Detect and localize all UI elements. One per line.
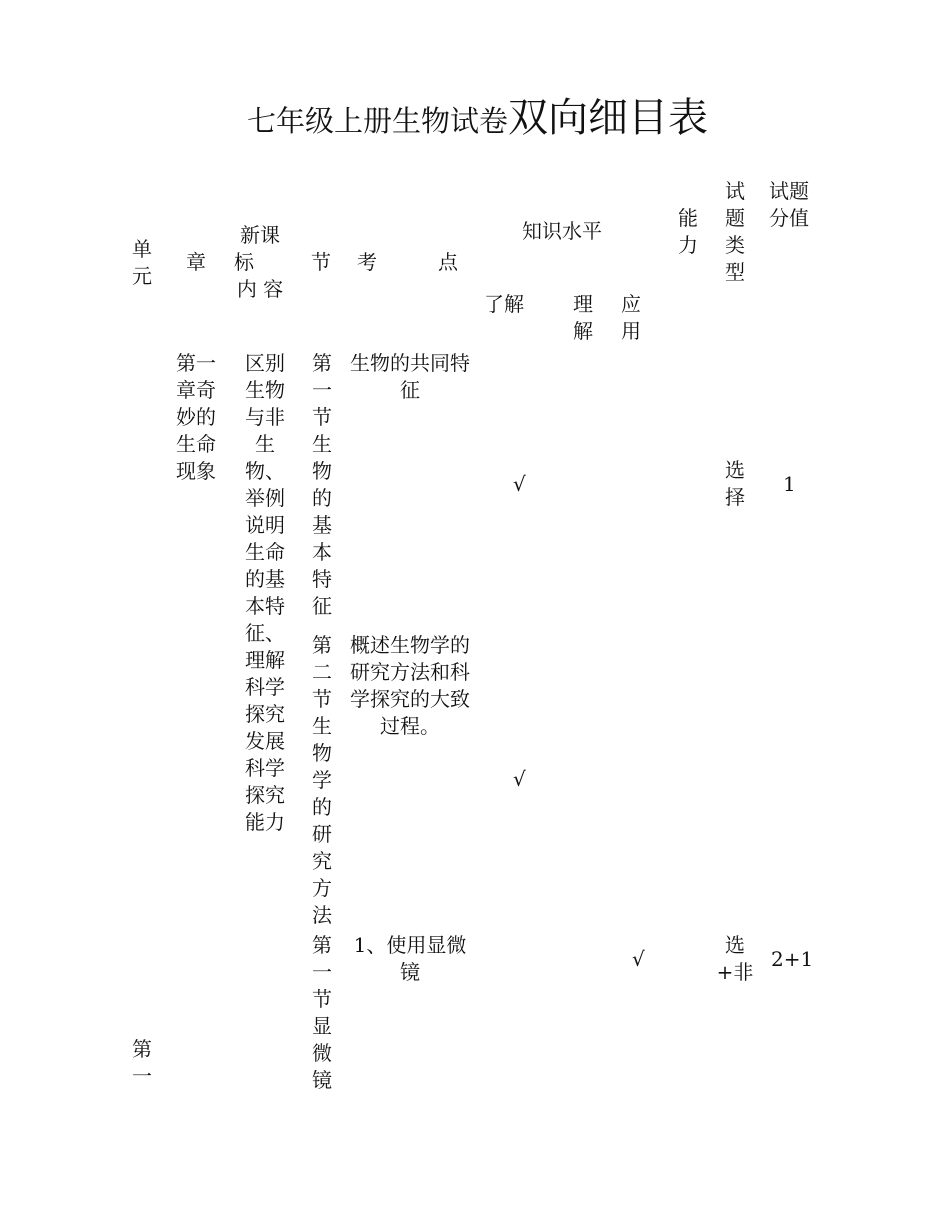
row-3-check: √ xyxy=(632,947,645,971)
header-level-understand: 了解 xyxy=(484,292,524,316)
header-ability: 能 力 xyxy=(678,206,698,257)
section-1: 第一节生物的基本特征 xyxy=(312,351,332,618)
chapter-1-name: 第一章奇妙的生命现象 xyxy=(176,351,216,483)
header-knowledge-level: 知识水平 xyxy=(522,219,602,243)
header-level-comprehend: 理 解 xyxy=(573,292,593,343)
header-chapter: 章 xyxy=(186,250,206,274)
row-2-check: √ xyxy=(513,767,526,791)
row-3-score: 2+1 xyxy=(771,947,814,971)
page-title xyxy=(247,86,708,143)
section-3: 第一节显微镜 xyxy=(312,933,332,1092)
header-exam-point-1: 考 xyxy=(357,250,377,274)
row-1-check: √ xyxy=(513,472,526,496)
row-1-exam-point: 生物的共同特征 xyxy=(350,351,470,402)
header-score: 试题 分值 xyxy=(769,179,809,230)
header-question-type: 试 题 类 型 xyxy=(725,179,745,284)
row-3-question-type: 选 +非 xyxy=(716,933,754,984)
chapter-1-curriculum: 区别生物与非 生 物、举例说明生命的基本特征、理解科学探究发展科学探究能力 xyxy=(245,351,285,834)
header-unit: 单 元 xyxy=(132,237,152,288)
title-part-1: 七年级上册生物试卷 xyxy=(247,104,509,138)
section-2: 第二节生物学的研究方法 xyxy=(312,633,332,927)
header-section: 节 xyxy=(311,250,331,274)
row-2-exam-point: 概述生物学的研究方法和科学探究的大致过程。 xyxy=(350,633,470,738)
header-exam-point-2: 点 xyxy=(438,250,458,274)
row-3-exam-point: 1、使用显微镜 xyxy=(353,933,467,984)
unit-2-label: 第 一 xyxy=(132,1037,152,1088)
title-part-2: 双向细目表 xyxy=(508,95,709,141)
row-1-question-type: 选 择 xyxy=(725,458,745,509)
row-1-score: 1 xyxy=(783,472,796,496)
header-curriculum: 新课 标 内 容 xyxy=(234,223,284,301)
header-level-apply: 应 用 xyxy=(621,292,641,343)
